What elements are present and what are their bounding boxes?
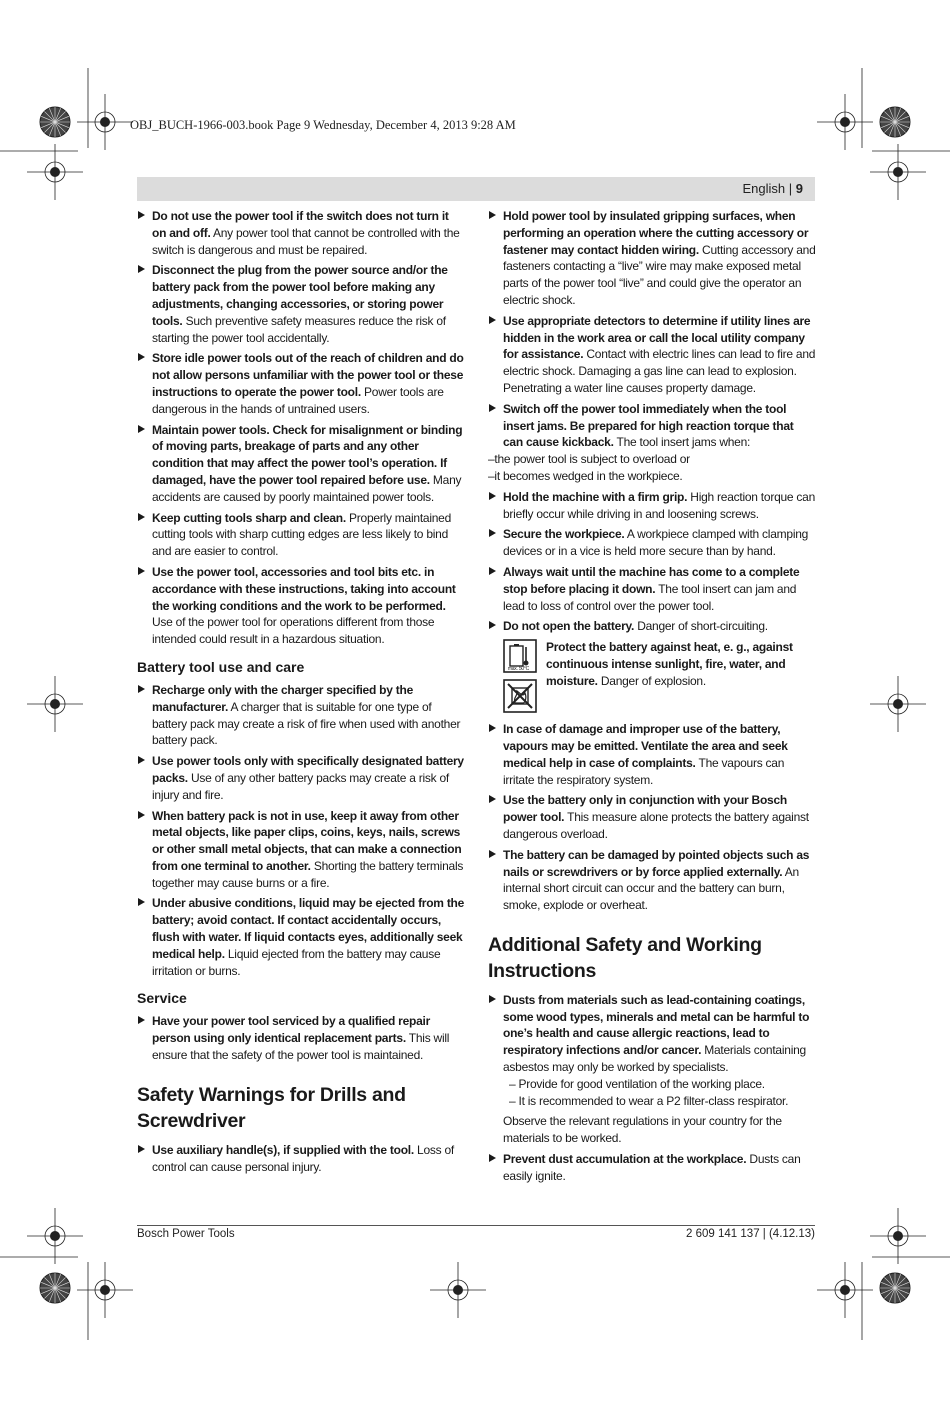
bullet-triangle-icon [489, 850, 496, 858]
dash-line: – Provide for good ventilation of the working place. [509, 1076, 765, 1091]
item-bold: Under abusive conditions, liquid may be ejected from the battery; avoid contact. If contact accidentally occurs, flush with water. If liquid contacts eyes, additionally seek medical help. [152, 896, 465, 961]
item-bold: The battery can be damaged by pointed objects such as nails or screwdrivers or by force applied externally. [503, 847, 810, 879]
bullet-triangle-icon [138, 425, 145, 433]
language-label: English [742, 181, 786, 196]
list-item [488, 313, 816, 397]
list-item [137, 564, 465, 648]
item-bold: Use the power tool, accessories and tool bits etc. in accordance with these instructions, taking into account the working conditions and the work to be performed. [152, 564, 456, 613]
dash-line: –it becomes wedged in the workpiece. [488, 468, 683, 483]
list-item [137, 422, 465, 506]
bullet-triangle-icon [489, 316, 496, 324]
list-item [137, 262, 465, 346]
list-item [137, 510, 465, 560]
bullet-triangle-icon [489, 492, 496, 500]
observe-text: Observe the relevant regulations in your country for the materials to be worked. [503, 1114, 782, 1146]
list-item [137, 1142, 465, 1176]
bullet-triangle-icon [138, 1145, 145, 1153]
bullet-triangle-icon [489, 621, 496, 629]
item-text: Such preventive safety measures reduce the risk of starting the power tool accidentally. [152, 313, 446, 345]
bullet-triangle-icon [138, 265, 145, 273]
left-column [137, 208, 465, 1179]
bullet-triangle-icon [138, 685, 145, 693]
list-item [488, 992, 816, 1110]
list-item [137, 753, 465, 803]
list-item [488, 208, 816, 309]
item-bold: Recharge only with the charger specified by the manufacturer. [152, 682, 413, 714]
bullet-triangle-icon [489, 995, 496, 1003]
list-item [488, 721, 816, 788]
bullet-triangle-icon [489, 1154, 496, 1162]
item-bold: Use appropriate detectors to determine if utility lines are hidden in the work area or call the local utility company for assistance. [503, 313, 811, 362]
list-item [137, 895, 465, 979]
item-bold: Prevent dust accumulation at the workplace. [503, 1152, 747, 1167]
list-item [137, 808, 465, 892]
list-item [137, 1013, 465, 1063]
bullet-triangle-icon [489, 529, 496, 537]
item-bold: Secure the workpiece. [503, 527, 625, 542]
item-bold: In case of damage and improper use of the battery, vapours may be emitted. Ventilate the area and seek medical help in case of complaints. [503, 722, 788, 770]
list-item [488, 1151, 816, 1185]
item-text: Power tools are dangerous in the hands of untrained users. [152, 384, 444, 416]
bullet-triangle-icon [489, 404, 496, 412]
item-bold: Store idle power tools out of the reach of children and do not allow persons unfamiliar with the power tool or these instructions to operate the power tool. [152, 351, 464, 399]
page-header-bar [137, 177, 815, 201]
list-item [488, 489, 816, 523]
item-bold: Have your power tool serviced by a qualified repair person using only identical replacement parts. [152, 1014, 431, 1046]
item-bold: Do not use the power tool if the switch does not turn it on and off. [152, 209, 449, 240]
bullet-triangle-icon [138, 567, 145, 575]
bullet-triangle-icon [138, 353, 145, 361]
battery-heading: Battery tool use and care [137, 658, 305, 675]
item-text: Shorting the battery terminals together may cause burns or a fire. [152, 858, 464, 890]
bullet-triangle-icon [489, 211, 496, 219]
bullet-triangle-icon [489, 567, 496, 575]
footer-brand: Bosch Power Tools [137, 1228, 235, 1240]
list-item [488, 401, 816, 485]
item-bold: Always wait until the machine has come to a complete stop before placing it down. [503, 564, 800, 596]
bullet-triangle-icon [489, 795, 496, 803]
page-number: 9 [795, 181, 803, 196]
no-fire-icon [503, 679, 537, 713]
item-text: Liquid ejected from the battery may cause irritation or burns. [152, 946, 441, 978]
additional-heading: Additional Safety and Working Instructions [488, 933, 762, 982]
item-text: Use of any other battery packs may create a risk of injury and fire. [152, 770, 449, 802]
service-heading: Service [137, 990, 187, 1007]
footer-doc-number: 2 609 141 137 | (4.12.13) [686, 1228, 815, 1240]
item-bold: Hold the machine with a firm grip. [503, 489, 688, 504]
right-column [488, 208, 816, 1189]
item-text: Loss of control can cause personal injury. [152, 1142, 454, 1174]
item-bold: Do not open the battery. [503, 619, 635, 634]
item-text: Danger of short-circuiting. [634, 619, 768, 634]
item-text: Properly maintained cutting tools with sharp cutting edges are less likely to bind and are easier to control. [152, 510, 452, 559]
list-item [488, 618, 816, 635]
list-item [488, 564, 816, 614]
list-item [137, 350, 465, 417]
item-bold: When battery pack is not in use, keep it away from other metal objects, like paper clips, coins, keys, nails, screws or other small metal objects, that can make a connection from one terminal to another. [152, 808, 462, 873]
footer-divider [137, 1225, 815, 1226]
bullet-triangle-icon [138, 756, 145, 764]
list-item [137, 208, 465, 258]
item-bold: Maintain power tools. Check for misalignment or binding of moving parts, breakage of parts and any other condition that may affect the power tool’s operation. If damaged, have the power tool repaired before use. [152, 422, 463, 487]
item-text: Danger of explosion. [597, 673, 706, 688]
item-text: A workpiece clamped with clamping devices or in a vice is held more secure than by hand. [503, 527, 809, 559]
item-text: Use of the power tool for operations different from those intended could result in a hazardous situation. [152, 615, 435, 647]
drills-heading: Safety Warnings for Drills and Screwdriver [137, 1083, 406, 1132]
item-text: Cutting accessory and fasteners contacting a “live” wire may make exposed metal parts of the power tool “live” and could give the operator an electric shock. [503, 242, 816, 307]
bullet-triangle-icon [138, 898, 145, 906]
item-text: Materials containing asbestos may only be worked by specialists. [503, 1043, 806, 1075]
item-text: Contact with electric lines can lead to fire and electric shock. Damaging a gas line can lead to explosion. Penetrating a water line causes property damage. [503, 347, 816, 395]
battery-heat-warning [488, 639, 816, 715]
item-text: The vapours can irritate the respiratory system. [503, 755, 785, 787]
item-bold: Protect the battery against heat, e. g., against continuous intense sunlight, fire, water, and moisture. [546, 640, 793, 688]
bullet-triangle-icon [138, 513, 145, 521]
item-text: The tool insert jams when: [613, 435, 751, 450]
list-item [488, 526, 816, 560]
list-item [488, 792, 816, 842]
item-text: High reaction torque can briefly occur while driving in and loosening screws. [503, 489, 816, 521]
item-bold: Use the battery only in conjunction with your Bosch power tool. [503, 793, 787, 825]
item-text: Many accidents are caused by poorly maintained power tools. [152, 472, 462, 504]
section-label [743, 181, 803, 196]
item-text: A charger that is suitable for one type of battery pack may create a risk of fire when used with another battery pack. [152, 699, 461, 748]
item-bold: Dusts from materials such as lead-containing coatings, some wood types, minerals and metal can be harmful to one’s health and cause allergic reactions, lead to respiratory infections and/or cancer. [503, 992, 810, 1058]
print-info: OBJ_BUCH-1966-003.book Page 9 Wednesday, December 4, 2013 9:28 AM [130, 118, 516, 132]
list-item [488, 847, 816, 914]
bullet-triangle-icon [138, 211, 145, 219]
item-bold: Use power tools only with specifically designated battery packs. [152, 754, 464, 785]
battery-temperature-icon [503, 639, 537, 673]
item-bold: Use auxiliary handle(s), if supplied with the tool. [152, 1142, 414, 1157]
item-text: An internal short circuit can occur and the battery can burn, smoke, explode or overheat. [503, 864, 799, 913]
item-bold: Switch off the power tool immediately when the tool insert jams. Be prepared for high reaction torque that can cause kickback. [503, 401, 794, 450]
bullet-triangle-icon [138, 1016, 145, 1024]
item-bold: Disconnect the plug from the power source and/or the battery pack from the power tool before making any adjustments, changing accessories, or storing power tools. [152, 263, 448, 328]
dash-line: – It is recommended to wear a P2 filter-class respirator. [509, 1093, 789, 1108]
header-separator: | [785, 181, 796, 196]
item-text: Dusts can easily ignite. [503, 1152, 801, 1183]
item-text: Any power tool that cannot be controlled with the switch is dangerous and must be repaired. [152, 225, 460, 257]
item-bold: Hold power tool by insulated gripping surfaces, when performing an operation where the cutting accessory or fastener may contact hidden wiring. [503, 209, 809, 257]
bullet-triangle-icon [489, 724, 496, 732]
list-item [137, 682, 465, 749]
item-text: The tool insert can jam and lead to loss of control over the power tool. [503, 581, 797, 613]
item-text: This will ensure that the safety of the power tool is maintained. [152, 1031, 450, 1063]
bullet-triangle-icon [138, 811, 145, 819]
item-bold: Keep cutting tools sharp and clean. [152, 510, 346, 525]
item-text: This measure alone protects the battery against dangerous overload. [503, 810, 809, 841]
dash-line: –the power tool is subject to overload or [488, 452, 690, 467]
max-temp-label: max. 50°C [507, 666, 529, 673]
